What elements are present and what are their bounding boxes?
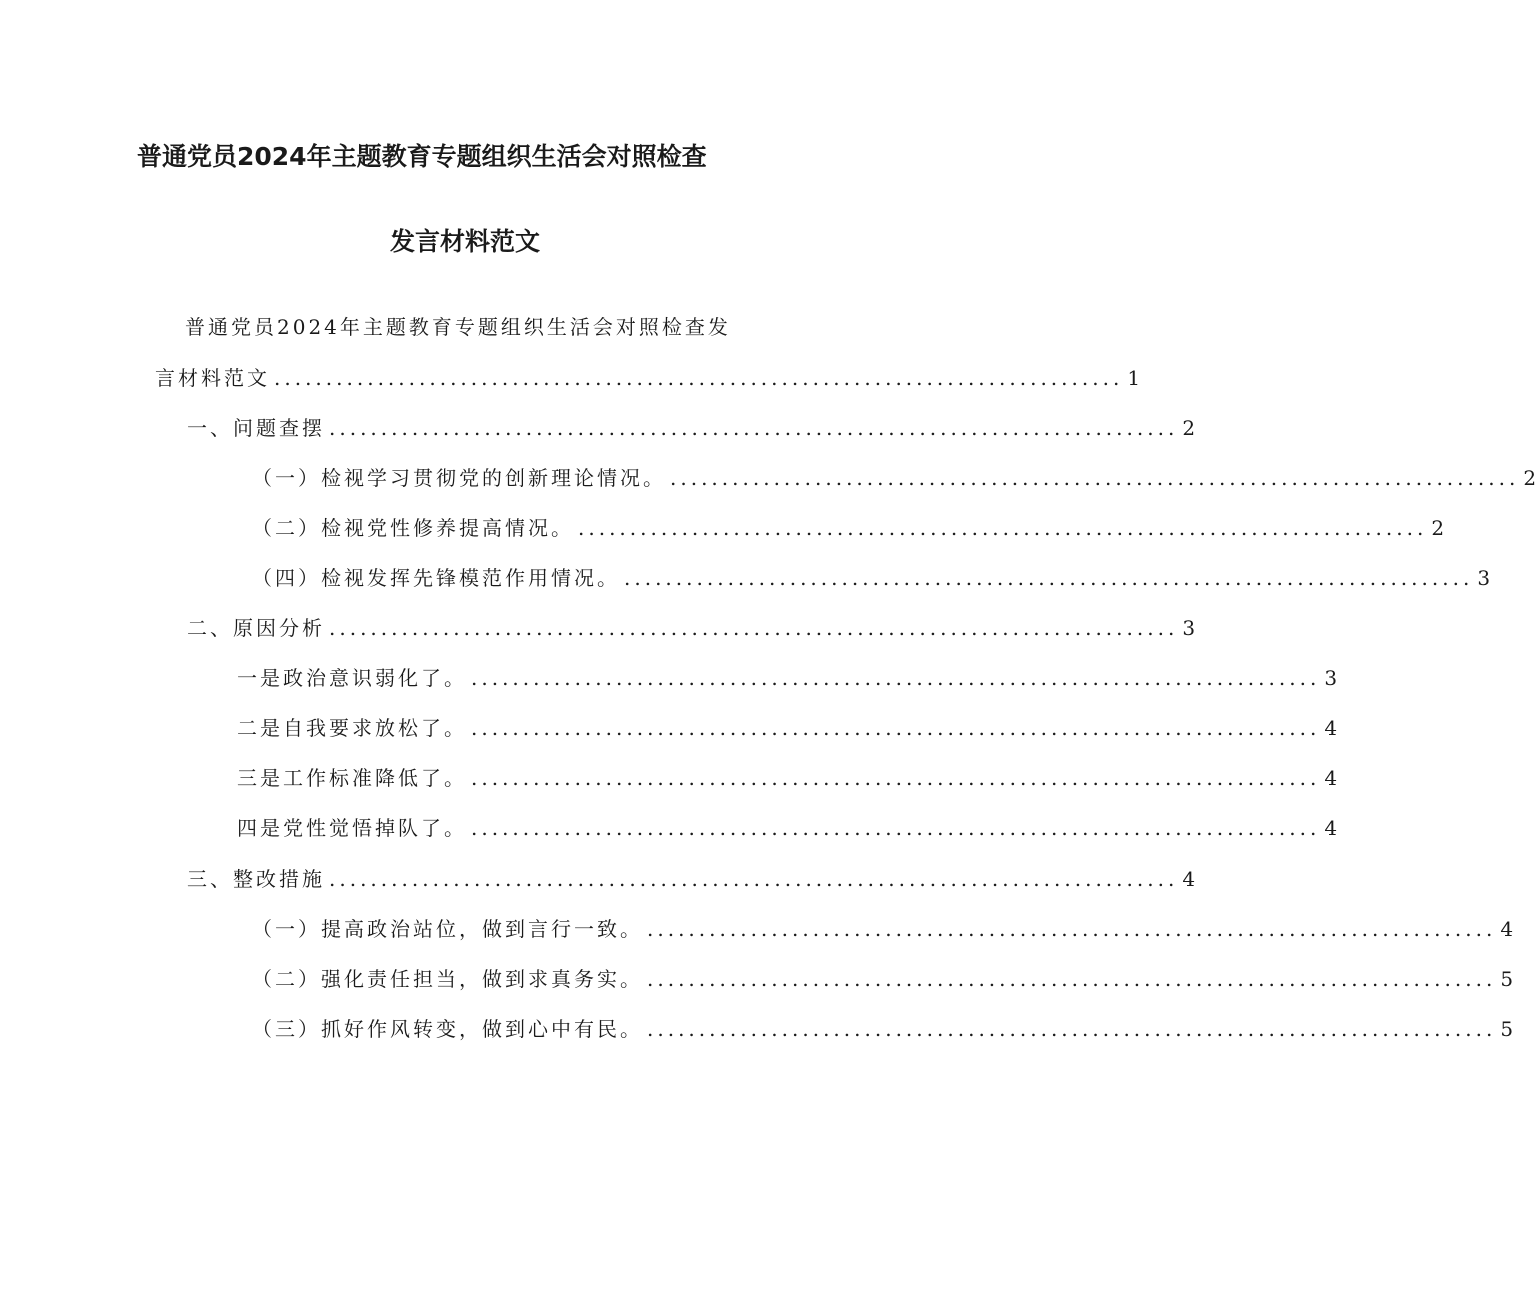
- dot-leader: ..................................................................................: [329, 416, 1179, 440]
- toc-page-number: 4: [1324, 816, 1338, 840]
- toc-entry[interactable]: [252, 466, 1536, 490]
- toc-page-number: 3: [1477, 566, 1491, 590]
- toc-entry-text: 一、问题查摆: [187, 416, 325, 440]
- toc-page-number: 2: [1523, 466, 1536, 490]
- toc-entry-text: 二、原因分析: [187, 616, 325, 640]
- document-title-line1: 普通党员2024年主题教育专题组织生活会对照检查: [137, 142, 707, 171]
- toc-entry[interactable]: [252, 967, 1514, 991]
- toc-page-number: 4: [1500, 917, 1514, 941]
- toc-page-number: 4: [1182, 867, 1196, 891]
- toc-page-number: 4: [1324, 716, 1338, 740]
- dot-leader: ..................................................................................: [471, 666, 1321, 690]
- toc-page-number: 5: [1500, 1017, 1514, 1041]
- toc-entry-text: （一）提高政治站位，做到言行一致。: [252, 917, 643, 941]
- dot-leader: ..................................................................................: [329, 867, 1179, 891]
- dot-leader: ..................................................................................: [471, 716, 1321, 740]
- dot-leader: ..................................................................................: [471, 816, 1321, 840]
- toc-entry-text: 三、整改措施: [187, 867, 325, 891]
- dot-leader: ..................................................................................: [329, 616, 1179, 640]
- toc-entry[interactable]: [187, 416, 1196, 440]
- toc-entry-1-line1[interactable]: 普通党员2024年主题教育专题组织生活会对照检查发: [185, 315, 731, 339]
- toc-entry-text: （二）检视党性修养提高情况。: [252, 516, 574, 540]
- toc-entry[interactable]: [252, 917, 1514, 941]
- toc-entry[interactable]: [237, 716, 1338, 740]
- dot-leader: ..................................................................................: [647, 967, 1497, 991]
- dot-leader: ..................................................................................: [647, 917, 1497, 941]
- toc-page-number: 5: [1500, 967, 1514, 991]
- dot-leader: ..................................................................................: [624, 566, 1474, 590]
- toc-entry-text: （四）检视发挥先锋模范作用情况。: [252, 566, 620, 590]
- toc-entry[interactable]: [252, 566, 1491, 590]
- toc-entry[interactable]: [237, 666, 1338, 690]
- toc-entry-text: 三是工作标准降低了。: [237, 766, 467, 790]
- dot-leader: ..................................................................................: [670, 466, 1520, 490]
- toc-entry[interactable]: [237, 766, 1338, 790]
- toc-page-number: 4: [1324, 766, 1338, 790]
- toc-entry-text: 一是政治意识弱化了。: [237, 666, 467, 690]
- toc-entry-text: 言材料范文: [155, 366, 270, 390]
- toc-entry-text: 四是党性觉悟掉队了。: [237, 816, 467, 840]
- toc-page-number: 3: [1182, 616, 1196, 640]
- dot-leader: ..................................................................................: [471, 766, 1321, 790]
- toc-entry[interactable]: [187, 867, 1196, 891]
- toc-page-number: 2: [1431, 516, 1445, 540]
- dot-leader: ..................................................................................: [647, 1017, 1497, 1041]
- toc-entry-text: （三）抓好作风转变，做到心中有民。: [252, 1017, 643, 1041]
- toc-page-number: 3: [1324, 666, 1338, 690]
- toc-page-number: 2: [1182, 416, 1196, 440]
- dot-leader: ..................................................................................: [274, 366, 1124, 390]
- toc-entry[interactable]: [252, 516, 1445, 540]
- dot-leader: ..................................................................................: [578, 516, 1428, 540]
- toc-entry-1-line2[interactable]: [155, 366, 1141, 390]
- toc-entry[interactable]: [187, 616, 1196, 640]
- document-title-line2: 发言材料范文: [390, 227, 541, 256]
- toc-entry-text: （二）强化责任担当，做到求真务实。: [252, 967, 643, 991]
- toc-page-number: 1: [1127, 366, 1141, 390]
- toc-entry-text: 二是自我要求放松了。: [237, 716, 467, 740]
- toc-entry[interactable]: [237, 816, 1338, 840]
- toc-entry-text: （一）检视学习贯彻党的创新理论情况。: [252, 466, 666, 490]
- toc-entry[interactable]: [252, 1017, 1514, 1041]
